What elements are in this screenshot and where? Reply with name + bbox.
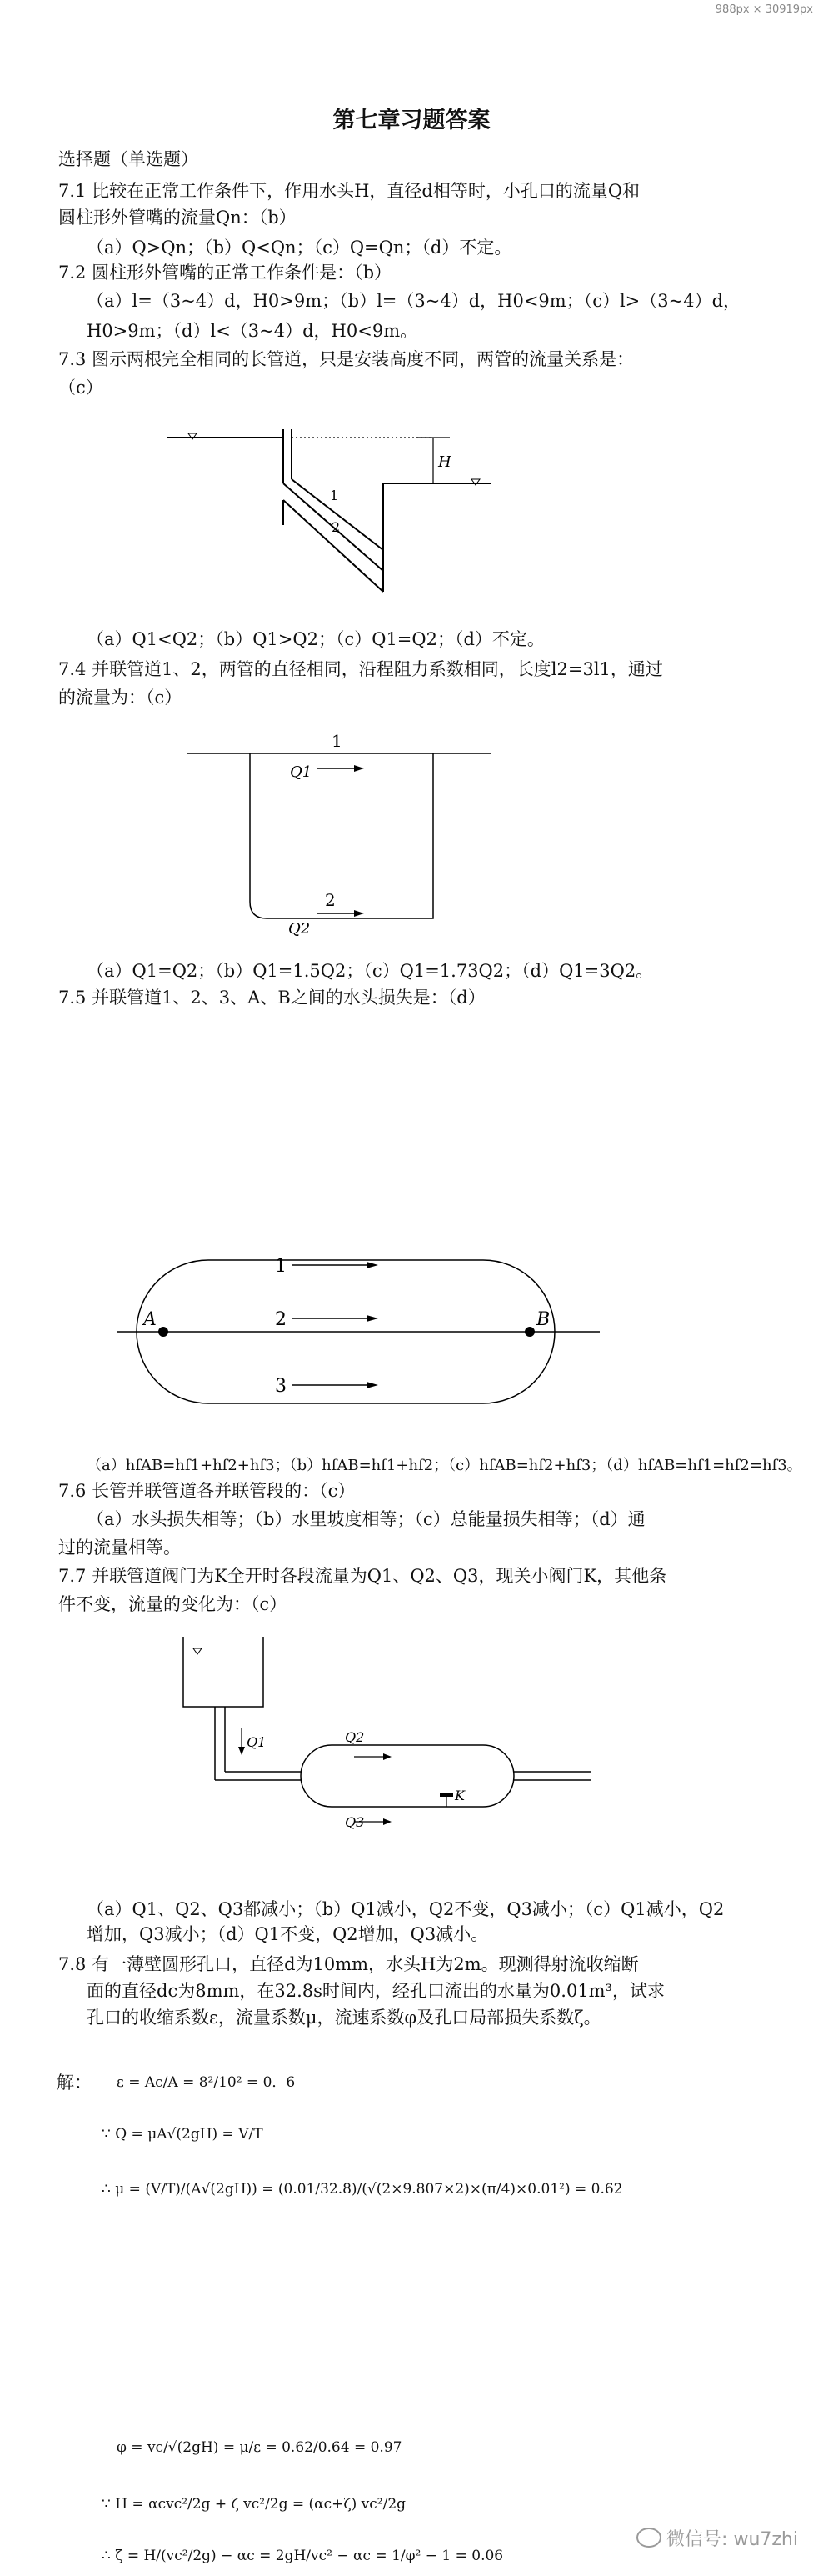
q74-label-q1: Q1 — [290, 763, 312, 781]
q75-label-pipe2: 2 — [275, 1309, 287, 1330]
solution-eq-epsilon: ε = Ac/A = 8²/10² = 0．6 — [117, 2074, 296, 2091]
q75-label-pipe3: 3 — [275, 1376, 287, 1397]
q75-figure — [0, 1225, 823, 1442]
q73-line2: （c） — [58, 378, 103, 398]
q71-line1: 7.1 比较在正常工作条件下，作用水头H，直径d相等时，小孔口的流量Q和 — [58, 181, 641, 201]
q75-line1: 7.5 并联管道1、2、3、A、B之间的水头损失是：（d） — [58, 988, 486, 1008]
q78-line1: 7.8 有一薄壁圆形孔口，直径d为10mm，水头H为2m。现测得射流收缩断 — [58, 1954, 639, 1974]
q77-figure — [0, 1630, 823, 1880]
q77-line2: 件不变，流量的变化为：（c） — [58, 1594, 287, 1614]
q73-label-h: H — [438, 453, 451, 471]
q72-line3: H0>9m；（d）l<（3~4）d，H0<9m。 — [87, 321, 418, 341]
q74-label-pipe2: 2 — [325, 890, 336, 910]
q71-options: （a）Q>Qn；（b）Q<Qn；（c）Q=Qn；（d）不定。 — [87, 238, 512, 258]
q77-label-q1: Q1 — [247, 1734, 267, 1750]
solution-eq-zeta: ∴ ζ = H/(vc²/2g) − αc = 2gH/vc² − αc = 1/φ² − 1 = 0.06 — [102, 2548, 504, 2564]
image-size-tag: 988px × 30919px — [715, 3, 813, 16]
q75-label-b: B — [536, 1309, 551, 1330]
q75-label-a: A — [143, 1309, 157, 1330]
wechat-icon — [636, 2528, 661, 2548]
q73-options: （a）Q1<Q2；（b）Q1>Q2；（c）Q1=Q2；（d）不定。 — [87, 629, 545, 649]
q74-line2: 的流量为：（c） — [58, 688, 182, 708]
solution-eq-head: ∵ H = αcvc²/2g + ζ vc²/2g = (αc+ζ) vc²/2g — [102, 2496, 407, 2513]
page-title: 第七章习题答案 — [332, 108, 491, 133]
q77-label-k: K — [455, 1788, 465, 1803]
q73-line1: 7.3 图示两根完全相同的长管道，只是安装高度不同，两管的流量关系是： — [58, 349, 635, 369]
q72-line1: 7.2 圆柱形外管嘴的正常工作条件是：（b） — [58, 263, 392, 283]
q73-figure — [0, 417, 823, 625]
q77-line1: 7.7 并联管道阀门为K全开时各段流量为Q1、Q2、Q3，现关小阀门K，其他条 — [58, 1566, 667, 1586]
q76-line1: 7.6 长管并联管道各并联管段的：（c） — [58, 1481, 356, 1501]
solution-label: 解： — [57, 2073, 92, 2093]
q75-options: （a）hfAB=hf1+hf2+hf3；（b）hfAB=hf1+hf2；（c）hfAB=hf2+hf3；（d）hfAB=hf1=hf2=hf3。 — [87, 1457, 802, 1474]
q74-label-q2: Q2 — [288, 920, 311, 938]
q77-label-q3: Q3 — [345, 1814, 365, 1830]
watermark — [636, 2525, 798, 2551]
solution-eq-flow: ∵ Q = μA√(2gH) = V/T — [102, 2126, 263, 2143]
q74-options: （a）Q1=Q2；（b）Q1=1.5Q2；（c）Q1=1.73Q2；（d）Q1=3Q2。 — [87, 961, 654, 981]
q74-figure — [0, 718, 823, 938]
solution-eq-phi: φ = vc/√(2gH) = μ/ε = 0.62/0.64 = 0.97 — [117, 2439, 402, 2456]
section-heading: 选择题（单选题） — [58, 149, 198, 169]
q74-label-pipe1: 1 — [332, 731, 342, 751]
q71-line2: 圆柱形外管嘴的流量Qn：（b） — [58, 208, 297, 228]
watermark-text: 微信号: wu7zhi — [666, 2529, 798, 2550]
solution-eq-mu: ∴ μ = (V/T)/(A√(2gH)) = (0.01/32.8)/(√(2×9.807×2)×(π/4)×0.01²) = 0.62 — [102, 2181, 623, 2198]
q73-label-pipe2: 2 — [332, 519, 341, 535]
q77-label-q2: Q2 — [345, 1729, 365, 1745]
q74-line1: 7.4 并联管道1、2，两管的直径相同，沿程阻力系数相同，长度l2=3l1，通过 — [58, 659, 663, 679]
q76-line3: 过的流量相等。 — [58, 1538, 181, 1558]
q76-line2: （a）水头损失相等；（b）水里坡度相等；（c）总能量损失相等；（d）通 — [87, 1509, 646, 1529]
q78-line3: 孔口的收缩系数ε，流量系数μ，流速系数φ及孔口局部损失系数ζ。 — [87, 2008, 601, 2028]
q78-line2: 面的直径dc为8mm，在32.8s时间内，经孔口流出的水量为0.01m³，试求 — [87, 1981, 666, 2001]
q75-label-pipe1: 1 — [275, 1256, 287, 1277]
q73-label-pipe1: 1 — [330, 488, 339, 503]
q77-options-line1: （a）Q1、Q2、Q3都减小；（b）Q1减小，Q2不变，Q3减小；（c）Q1减小，Q2 — [87, 1899, 725, 1919]
q77-options-line2: 增加，Q3减小；（d）Q1不变，Q2增加，Q3减小。 — [87, 1924, 489, 1944]
q72-line2: （a）l=（3~4）d，H0>9m；（b）l=（3~4）d，H0<9m；（c）l>（3~4）d， — [87, 291, 741, 311]
